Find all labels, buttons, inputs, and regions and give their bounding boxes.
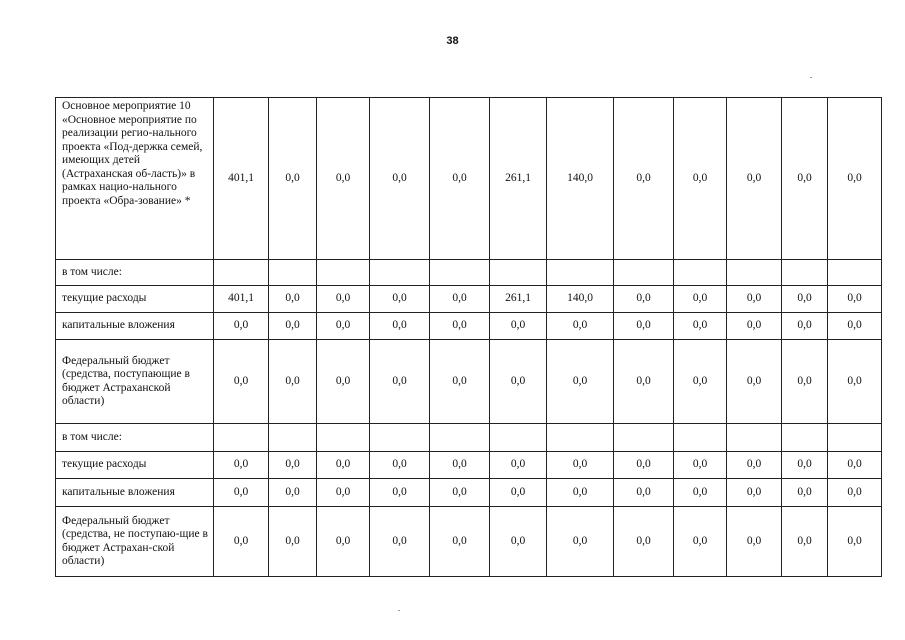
table-cell bbox=[782, 260, 828, 286]
table-cell: 0,0 bbox=[269, 340, 317, 424]
table-cell: 0,0 bbox=[430, 507, 490, 577]
table-cell: 0,0 bbox=[614, 98, 674, 260]
row-label: капитальные вложения bbox=[56, 313, 214, 340]
table-cell: 0,0 bbox=[269, 479, 317, 507]
table-cell: 140,0 bbox=[547, 286, 614, 313]
table-cell: 0,0 bbox=[782, 286, 828, 313]
table-cell bbox=[430, 424, 490, 452]
table-cell: 0,0 bbox=[490, 507, 547, 577]
table-cell: 0,0 bbox=[214, 313, 269, 340]
table-row bbox=[56, 98, 882, 260]
table-cell: 0,0 bbox=[269, 452, 317, 479]
table-cell: 0,0 bbox=[614, 340, 674, 424]
table-cell: 0,0 bbox=[614, 452, 674, 479]
table-cell: 0,0 bbox=[269, 98, 317, 260]
table-cell: 0,0 bbox=[214, 507, 269, 577]
table-cell bbox=[674, 424, 727, 452]
table-cell: 0,0 bbox=[214, 340, 269, 424]
table-cell: 0,0 bbox=[370, 98, 430, 260]
budget-table bbox=[55, 97, 882, 577]
table-cell bbox=[370, 424, 430, 452]
table-cell: 0,0 bbox=[430, 479, 490, 507]
table-cell bbox=[828, 424, 882, 452]
table-cell: 0,0 bbox=[727, 479, 782, 507]
table-cell: 0,0 bbox=[547, 452, 614, 479]
table-cell: 0,0 bbox=[828, 98, 882, 260]
table-cell: 0,0 bbox=[782, 340, 828, 424]
table-row bbox=[56, 340, 882, 424]
table-cell: 0,0 bbox=[214, 452, 269, 479]
table-cell bbox=[727, 260, 782, 286]
table-cell bbox=[370, 260, 430, 286]
table-cell: 0,0 bbox=[430, 340, 490, 424]
table-cell: 0,0 bbox=[547, 507, 614, 577]
table-cell: 0,0 bbox=[547, 313, 614, 340]
table-cell bbox=[269, 260, 317, 286]
table-cell: 0,0 bbox=[269, 286, 317, 313]
table-cell bbox=[547, 424, 614, 452]
table-cell: 0,0 bbox=[828, 340, 882, 424]
table-cell: 0,0 bbox=[317, 313, 370, 340]
table-cell: 0,0 bbox=[782, 479, 828, 507]
table-cell: 0,0 bbox=[614, 286, 674, 313]
table-cell: 0,0 bbox=[782, 98, 828, 260]
table-cell bbox=[490, 260, 547, 286]
row-label: капитальные вложения bbox=[56, 479, 214, 507]
table-cell bbox=[614, 260, 674, 286]
table-cell: 0,0 bbox=[828, 452, 882, 479]
table-cell: 0,0 bbox=[214, 479, 269, 507]
table-cell: 0,0 bbox=[828, 313, 882, 340]
table-cell: 0,0 bbox=[828, 507, 882, 577]
row-label: текущие расходы bbox=[56, 286, 214, 313]
table-cell: 0,0 bbox=[490, 313, 547, 340]
table-cell bbox=[317, 260, 370, 286]
table-cell: 0,0 bbox=[674, 286, 727, 313]
table-cell: 0,0 bbox=[674, 340, 727, 424]
table-row bbox=[56, 507, 882, 577]
table-cell: 0,0 bbox=[490, 452, 547, 479]
table-cell: 0,0 bbox=[269, 313, 317, 340]
table-cell bbox=[727, 424, 782, 452]
table-cell: 261,1 bbox=[490, 98, 547, 260]
table-cell: 0,0 bbox=[828, 479, 882, 507]
table-cell: 0,0 bbox=[547, 340, 614, 424]
row-label: текущие расходы bbox=[56, 452, 214, 479]
table-cell: 0,0 bbox=[614, 507, 674, 577]
row-label: Основное мероприятие 10 «Основное мероприятие по реализации регио-нального проекта «Под-держка семей, имеющих детей (Астраханская об-ласть)» в рамках нацио-нального проекта «Обра-зование» * bbox=[56, 98, 214, 260]
table-cell: 0,0 bbox=[430, 452, 490, 479]
table-cell: 0,0 bbox=[370, 340, 430, 424]
table-cell: 140,0 bbox=[547, 98, 614, 260]
table-cell: 0,0 bbox=[782, 313, 828, 340]
table-cell: 0,0 bbox=[490, 340, 547, 424]
table-cell: 0,0 bbox=[674, 452, 727, 479]
table-cell: 0,0 bbox=[674, 313, 727, 340]
table-cell: 0,0 bbox=[674, 98, 727, 260]
table-cell: 0,0 bbox=[727, 98, 782, 260]
table-cell bbox=[317, 424, 370, 452]
table-cell: 0,0 bbox=[727, 452, 782, 479]
table-cell bbox=[614, 424, 674, 452]
table-cell bbox=[214, 424, 269, 452]
table-cell bbox=[674, 260, 727, 286]
row-label: в том числе: bbox=[56, 260, 214, 286]
scan-artifact bbox=[810, 77, 812, 78]
table-row bbox=[56, 424, 882, 452]
table-cell: 0,0 bbox=[490, 479, 547, 507]
table-cell: 0,0 bbox=[674, 507, 727, 577]
table-cell: 0,0 bbox=[430, 98, 490, 260]
table-cell: 0,0 bbox=[828, 286, 882, 313]
table-cell bbox=[269, 424, 317, 452]
table-cell: 401,1 bbox=[214, 286, 269, 313]
table-cell: 0,0 bbox=[430, 286, 490, 313]
table-cell bbox=[214, 260, 269, 286]
table-cell: 0,0 bbox=[317, 340, 370, 424]
table-cell: 0,0 bbox=[370, 452, 430, 479]
table-cell: 0,0 bbox=[370, 286, 430, 313]
table-cell: 0,0 bbox=[727, 340, 782, 424]
table-row bbox=[56, 286, 882, 313]
table-cell: 0,0 bbox=[370, 479, 430, 507]
table-cell: 0,0 bbox=[727, 286, 782, 313]
table-cell: 0,0 bbox=[430, 313, 490, 340]
table-cell: 0,0 bbox=[547, 479, 614, 507]
table-cell: 0,0 bbox=[317, 286, 370, 313]
table-cell: 401,1 bbox=[214, 98, 269, 260]
table-cell: 0,0 bbox=[614, 313, 674, 340]
table-cell: 0,0 bbox=[782, 507, 828, 577]
table-cell bbox=[782, 424, 828, 452]
table-cell: 0,0 bbox=[370, 313, 430, 340]
table-cell: 261,1 bbox=[490, 286, 547, 313]
table-cell bbox=[490, 424, 547, 452]
table-row bbox=[56, 479, 882, 507]
table-cell bbox=[828, 260, 882, 286]
table-cell: 0,0 bbox=[269, 507, 317, 577]
table-cell: 0,0 bbox=[727, 313, 782, 340]
table-cell bbox=[547, 260, 614, 286]
table-cell bbox=[430, 260, 490, 286]
table-cell: 0,0 bbox=[370, 507, 430, 577]
table-cell: 0,0 bbox=[782, 452, 828, 479]
table-cell: 0,0 bbox=[317, 98, 370, 260]
table-cell: 0,0 bbox=[317, 507, 370, 577]
table-row bbox=[56, 260, 882, 286]
table-cell: 0,0 bbox=[727, 507, 782, 577]
page-number: 38 bbox=[446, 35, 459, 47]
table-cell: 0,0 bbox=[317, 452, 370, 479]
table-row bbox=[56, 452, 882, 479]
row-label: в том числе: bbox=[56, 424, 214, 452]
row-label: Федеральный бюджет (средства, поступающие в бюджет Астраханской области) bbox=[56, 340, 214, 424]
table-cell: 0,0 bbox=[674, 479, 727, 507]
scan-artifact bbox=[398, 610, 400, 611]
table-cell: 0,0 bbox=[614, 479, 674, 507]
table-cell: 0,0 bbox=[317, 479, 370, 507]
table-row bbox=[56, 313, 882, 340]
row-label: Федеральный бюджет (средства, не поступаю-щие в бюджет Астрахан-ской области) bbox=[56, 507, 214, 577]
